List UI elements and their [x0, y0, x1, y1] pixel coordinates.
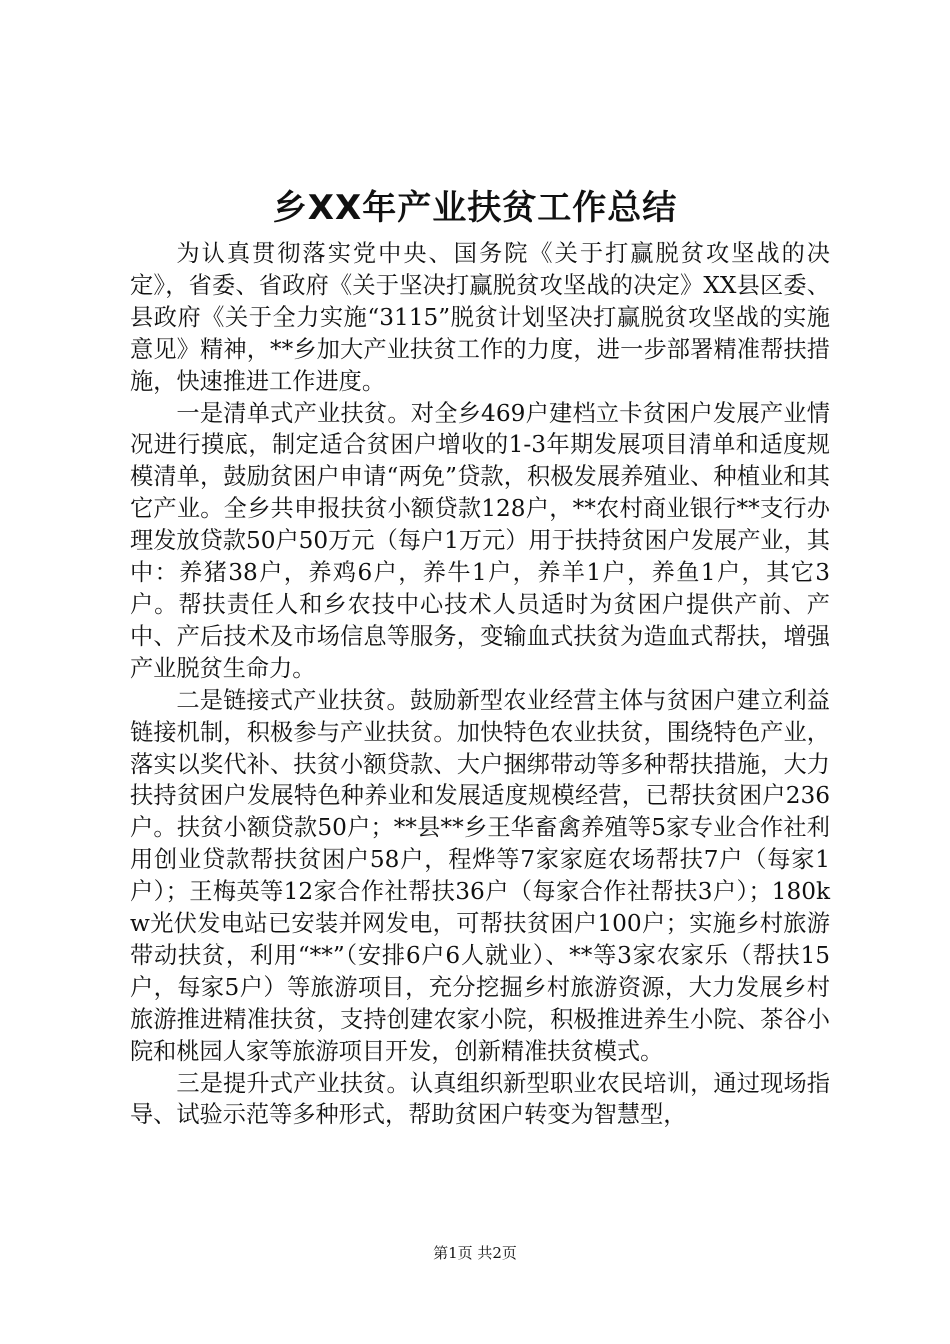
paragraph-linked-poverty-alleviation: 二是链接式产业扶贫。鼓励新型农业经营主体与贫困户建立利益链接机制，积极参与产业扶贫。加快特色农业扶贫，围绕特色产业，落实以奖代补、扶贫小额贷款、大户捆绑带动等多种帮扶措施，大力扶持贫困户发展特色种养业和发展适度规模经营，已帮扶贫困户236户。扶贫小额贷款50户；**县**乡王华畜禽养殖等5家专业合作社利用创业贷款帮扶贫困户58户，程烨等7家家庭农场帮扶7户（每家1户）；王梅英等12家合作社帮扶36户（每家合作社帮扶3户）；180kw光伏发电站已安装并网发电，可帮扶贫困户100户；实施乡村旅游带动扶贫，利用“**”（安排6户6人就业）、**等3家农家乐（帮扶15户，每家5户）等旅游项目，充分挖掘乡村旅游资源，大力发展乡村旅游推进精准扶贫，支持创建农家小院，积极推进养生小院、茶谷小院和桃园人家等旅游项目开发，创新精准扶贫模式。	[130, 686, 830, 1065]
paragraph-upgrade-poverty-alleviation: 三是提升式产业扶贫。认真组织新型职业农民培训，通过现场指导、试验示范等多种形式，帮助贫困户转变为智慧型，	[130, 1069, 830, 1129]
document-body	[130, 238, 830, 1131]
document-title: 乡XX年产业扶贫工作总结	[272, 188, 678, 228]
page-number-footer: 第1页 共2页	[433, 1244, 517, 1262]
paragraph-list-based-poverty-alleviation: 一是清单式产业扶贫。对全乡469户建档立卡贫困户发展产业情况进行摸底，制定适合贫困户增收的1-3年期发展项目清单和适度规模清单，鼓励贫困户申请“两免”贷款，积极发展养殖业、种植业和其它产业。全乡共申报扶贫小额贷款128户，**农村商业银行**支行办理发放贷款50户50万元（每户1万元）用于扶持贫困户发展产业，其中：养猪38户，养鸡6户，养牛1户，养羊1户，养鱼1户，其它3户。帮扶责任人和乡农技中心技术人员适时为贫困户提供产前、产中、产后技术及市场信息等服务，变输血式扶贫为造血式帮扶，增强产业脱贫生命力。	[130, 399, 830, 682]
paragraph-intro: 为认真贯彻落实党中央、国务院《关于打赢脱贫攻坚战的决定》，省委、省政府《关于坚决打赢脱贫攻坚战的决定》XX县区委、县政府《关于全力实施“3115”脱贫计划坚决打赢脱贫攻坚战的实施意见》精神，**乡加大产业扶贫工作的力度，进一步部署精准帮扶措施，快速推进工作进度。	[130, 240, 830, 395]
